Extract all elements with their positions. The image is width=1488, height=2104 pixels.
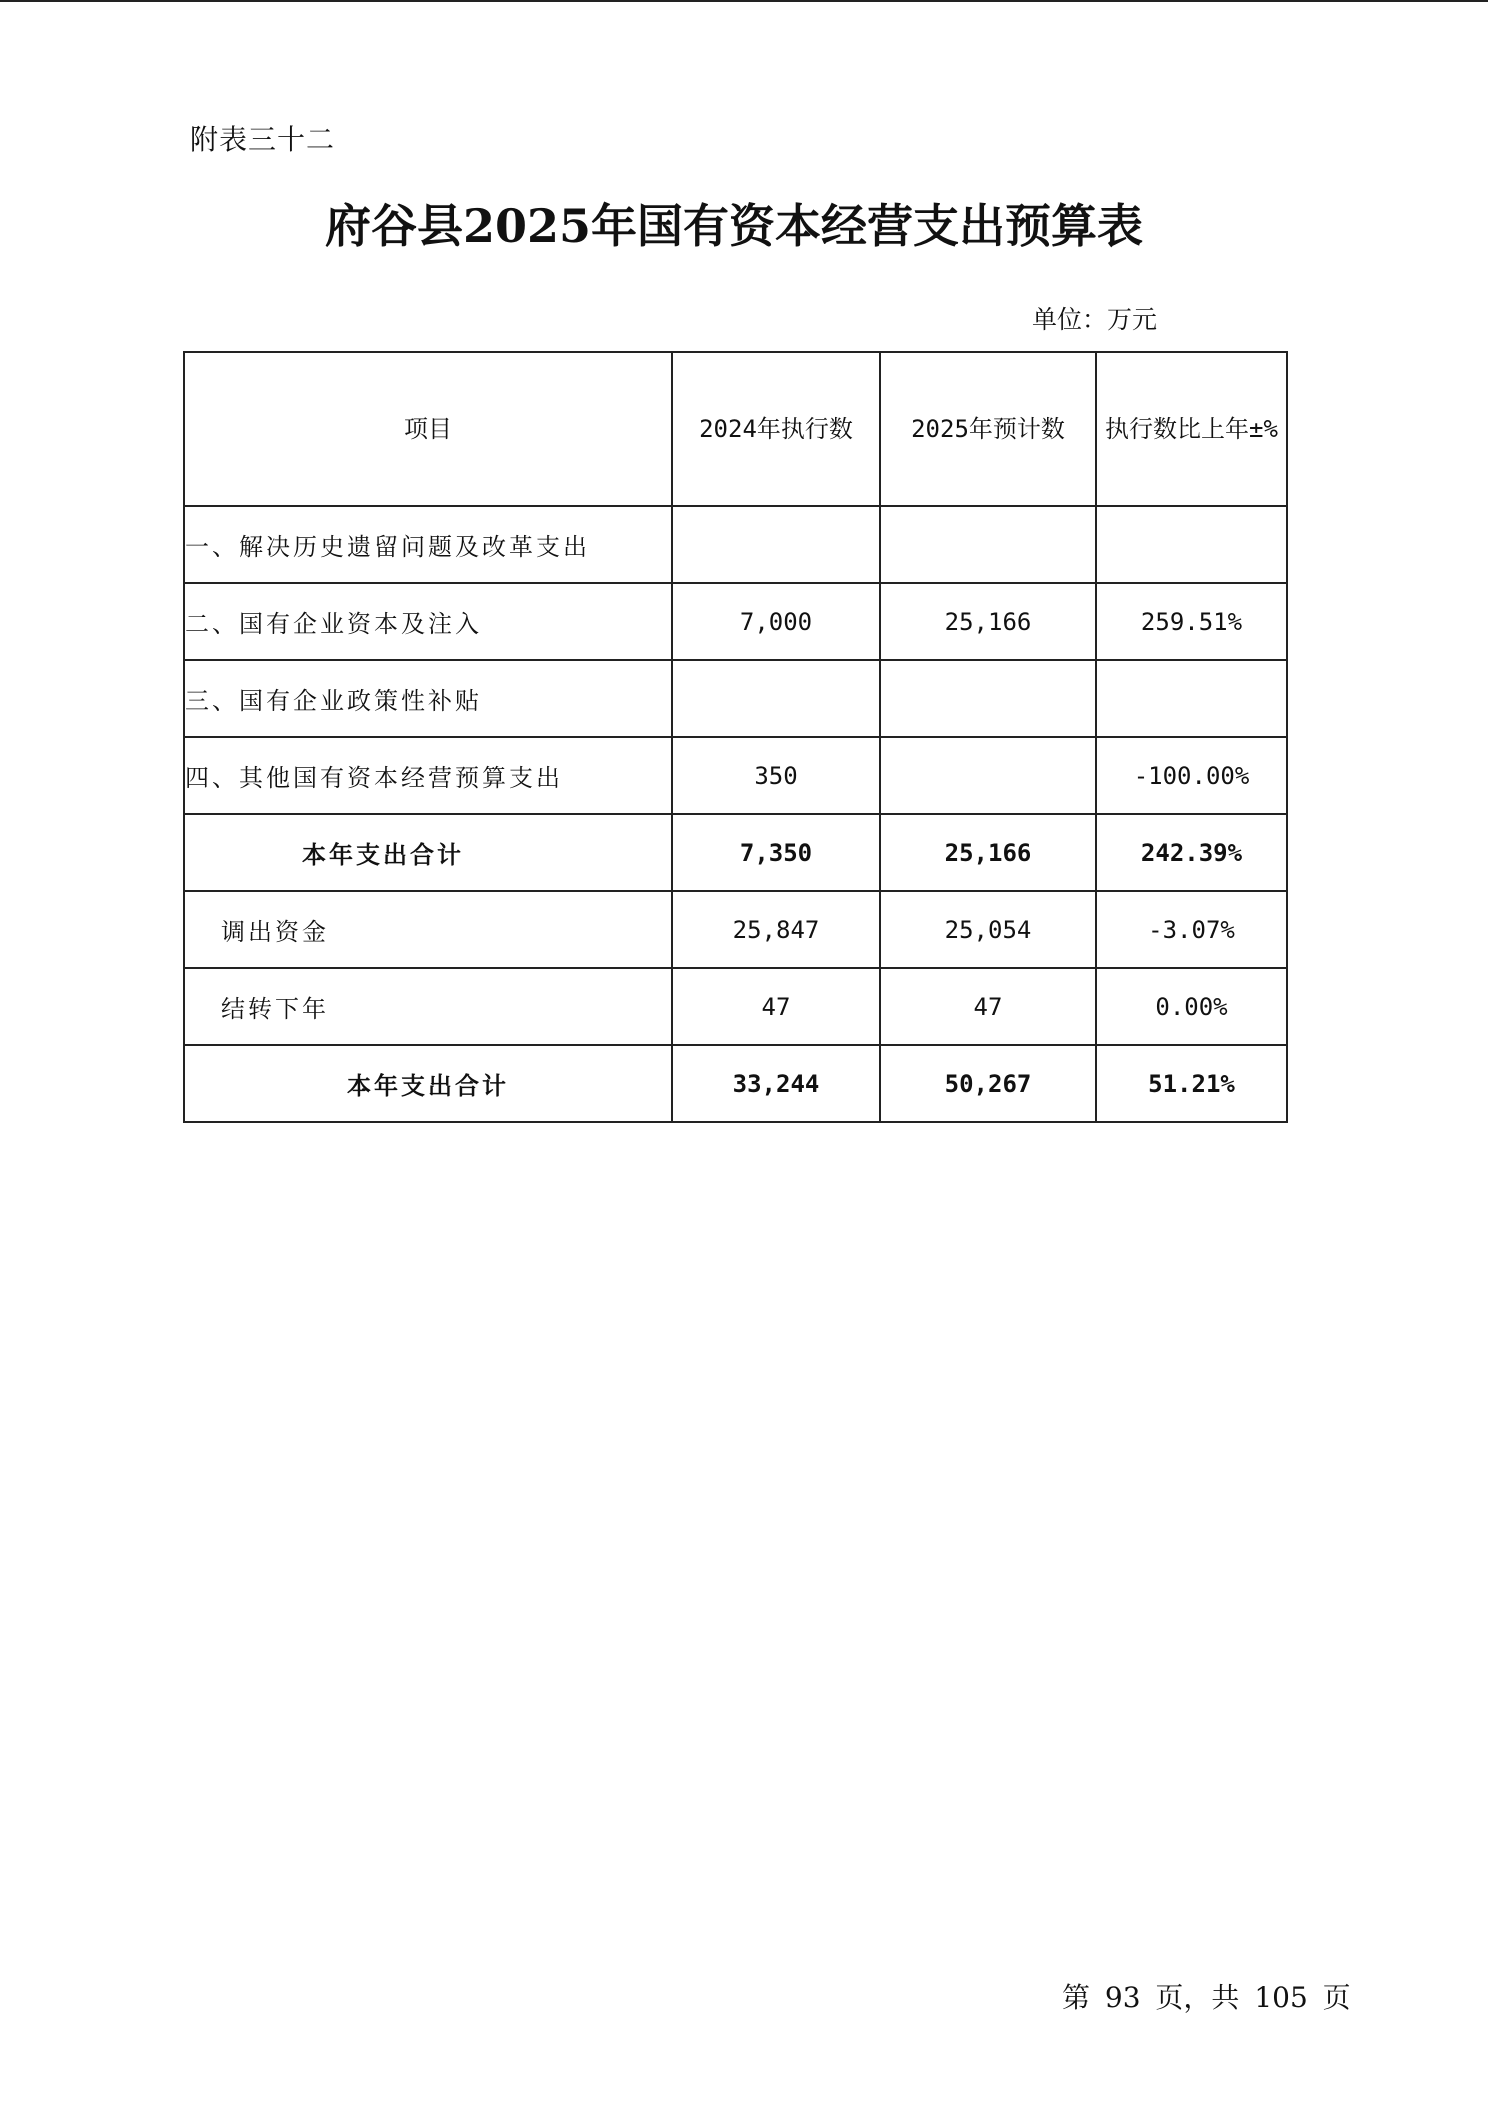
table-row	[184, 583, 1287, 660]
row-change-percent	[1096, 506, 1287, 583]
table-row	[184, 891, 1287, 968]
row-item: 本年支出合计	[184, 814, 672, 891]
appendix-label: 附表三十二	[190, 123, 336, 156]
row-item: 调出资金	[184, 891, 672, 968]
row-value-2025: 25,166	[880, 814, 1096, 891]
row-value-2025: 25,166	[880, 583, 1096, 660]
document-title: 府谷县2025年国有资本经营支出预算表	[324, 199, 1144, 253]
row-item: 三、国有企业政策性补贴	[184, 660, 672, 737]
page-number-footer: 第 93 页，共 105 页	[1062, 1981, 1351, 2014]
row-item: 四、其他国有资本经营预算支出	[184, 737, 672, 814]
header-2024-actual: 2024年执行数	[672, 352, 880, 506]
row-item: 一、解决历史遗留问题及改革支出	[184, 506, 672, 583]
row-value-2024: 350	[672, 737, 880, 814]
row-change-percent: 242.39%	[1096, 814, 1287, 891]
row-item: 本年支出合计	[184, 1045, 672, 1122]
budget-table	[183, 351, 1288, 1123]
total-row	[184, 1045, 1287, 1122]
row-value-2025: 25,054	[880, 891, 1096, 968]
row-value-2024	[672, 660, 880, 737]
table-row	[184, 506, 1287, 583]
row-value-2024: 25,847	[672, 891, 880, 968]
header-2025-estimate: 2025年预计数	[880, 352, 1096, 506]
page-top-border	[0, 0, 1488, 2]
row-value-2025	[880, 660, 1096, 737]
row-change-percent: -3.07%	[1096, 891, 1287, 968]
row-change-percent: 0.00%	[1096, 968, 1287, 1045]
header-change-percent: 执行数比上年±%	[1096, 352, 1287, 506]
row-value-2025	[880, 737, 1096, 814]
row-value-2025: 50,267	[880, 1045, 1096, 1122]
row-value-2024: 33,244	[672, 1045, 880, 1122]
row-value-2024: 7,000	[672, 583, 880, 660]
subtotal-row	[184, 814, 1287, 891]
table-row	[184, 660, 1287, 737]
row-change-percent: 51.21%	[1096, 1045, 1287, 1122]
table-row	[184, 968, 1287, 1045]
row-value-2024	[672, 506, 880, 583]
row-item: 结转下年	[184, 968, 672, 1045]
unit-label: 单位：万元	[1032, 305, 1158, 334]
row-change-percent	[1096, 660, 1287, 737]
row-value-2025	[880, 506, 1096, 583]
row-value-2024: 47	[672, 968, 880, 1045]
header-item: 项目	[184, 352, 672, 506]
row-value-2024: 7,350	[672, 814, 880, 891]
table-header-row	[184, 352, 1287, 506]
row-change-percent: 259.51%	[1096, 583, 1287, 660]
row-item: 二、国有企业资本及注入	[184, 583, 672, 660]
table-row	[184, 737, 1287, 814]
row-value-2025: 47	[880, 968, 1096, 1045]
row-change-percent: -100.00%	[1096, 737, 1287, 814]
